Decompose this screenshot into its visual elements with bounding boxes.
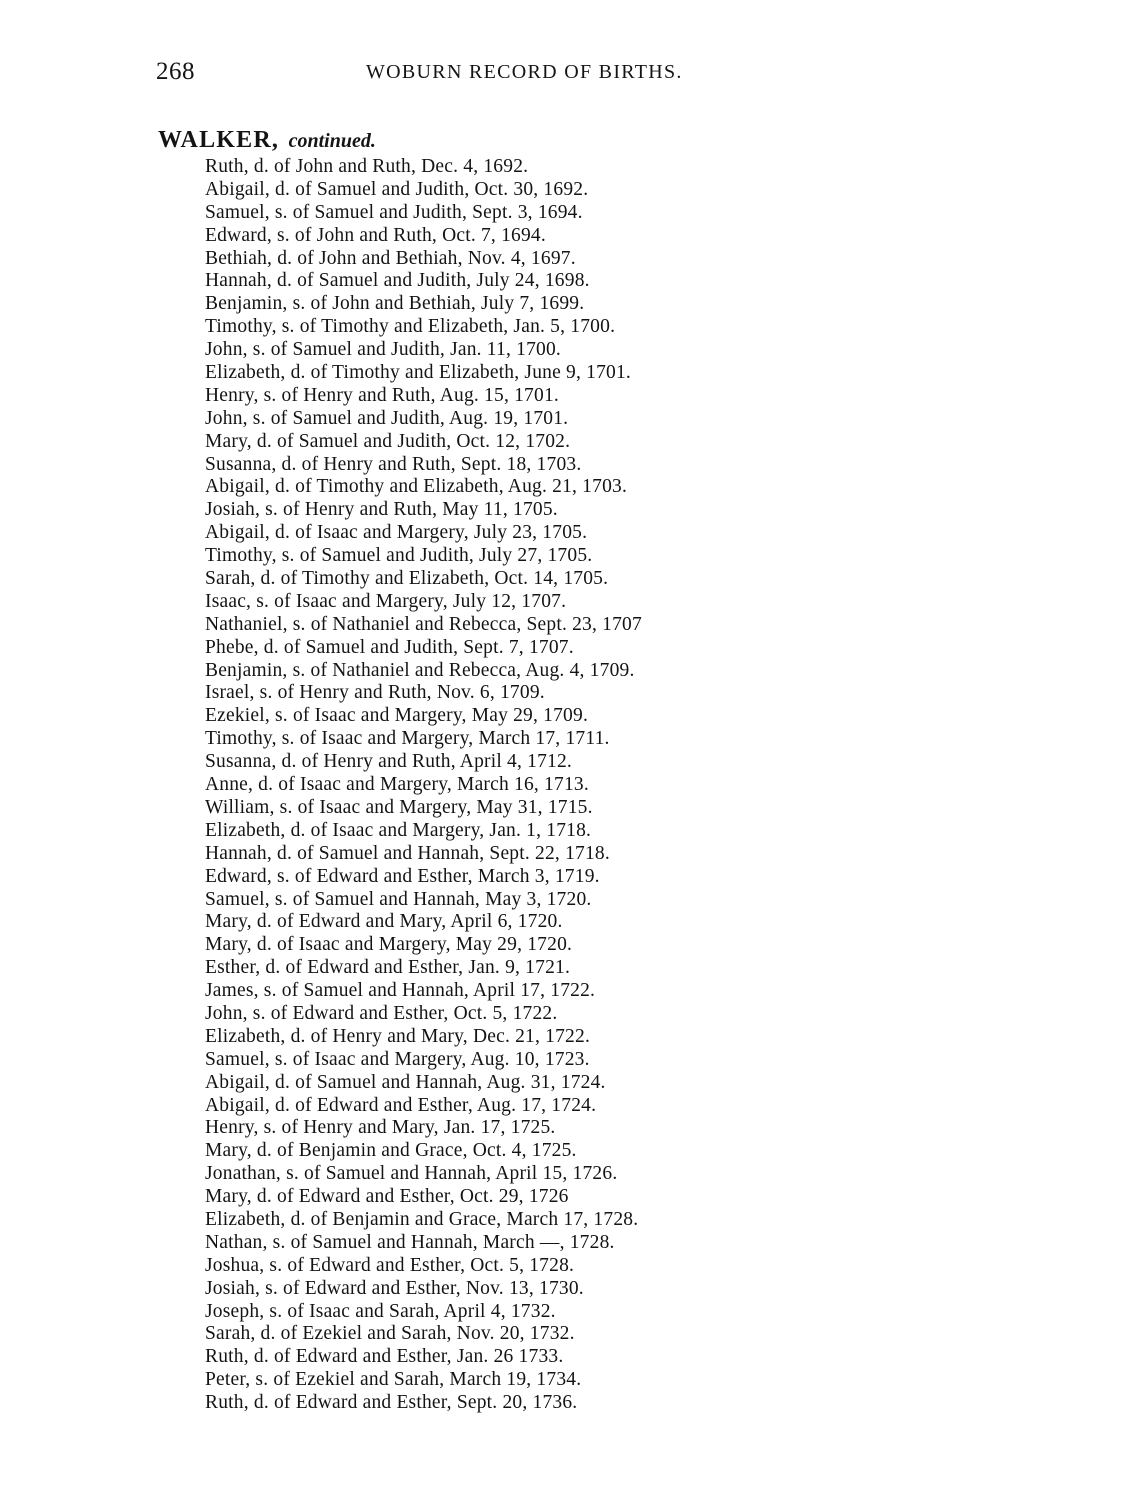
page-number: 268	[156, 58, 195, 85]
birth-record-entry: Ruth, d. of Edward and Esther, Jan. 26 1733.	[205, 1346, 564, 1368]
birth-record-entry: Esther, d. of Edward and Esther, Jan. 9, 1721.	[205, 957, 571, 979]
birth-record-entry: John, s. of Samuel and Judith, Jan. 11, 1700.	[205, 339, 562, 361]
section-heading	[158, 127, 376, 154]
continued-note: continued.	[288, 130, 376, 152]
birth-record-entry: Isaac, s. of Isaac and Margery, July 12, 1707.	[205, 590, 567, 612]
birth-record-entry: Bethiah, d. of John and Bethiah, Nov. 4, 1697.	[205, 247, 576, 269]
birth-record-entry: Phebe, d. of Samuel and Judith, Sept. 7, 1707.	[205, 636, 574, 658]
birth-record-entry: Joseph, s. of Isaac and Sarah, April 4, 1732.	[205, 1300, 556, 1322]
birth-record-list	[205, 156, 642, 1415]
birth-record-entry: Susanna, d. of Henry and Ruth, April 4, 1712.	[205, 751, 573, 773]
birth-record-entry: Sarah, d. of Ezekiel and Sarah, Nov. 20, 1732.	[205, 1323, 575, 1345]
birth-record-entry: John, s. of Samuel and Judith, Aug. 19, 1701.	[205, 407, 569, 429]
birth-record-entry: Elizabeth, d. of Benjamin and Grace, March 17, 1728.	[205, 1208, 639, 1230]
birth-record-entry: Elizabeth, d. of Isaac and Margery, Jan. 1, 1718.	[205, 819, 592, 841]
birth-record-entry: Abigail, d. of Edward and Esther, Aug. 17, 1724.	[205, 1094, 597, 1116]
birth-record-entry: Samuel, s. of Samuel and Judith, Sept. 3, 1694.	[205, 201, 583, 223]
birth-record-entry: Josiah, s. of Edward and Esther, Nov. 13, 1730.	[205, 1277, 584, 1299]
birth-record-entry: Benjamin, s. of Nathaniel and Rebecca, Aug. 4, 1709.	[205, 659, 635, 681]
birth-record-entry: Ruth, d. of John and Ruth, Dec. 4, 1692.	[205, 156, 529, 177]
running-title: WOBURN RECORD OF BIRTHS.	[366, 61, 683, 83]
birth-record-entry: Hannah, d. of Samuel and Hannah, Sept. 22, 1718.	[205, 842, 610, 864]
birth-record-entry: Edward, s. of John and Ruth, Oct. 7, 1694.	[205, 224, 546, 246]
birth-record-entry: Henry, s. of Henry and Ruth, Aug. 15, 1701.	[205, 384, 559, 406]
birth-record-entry: Nathan, s. of Samuel and Hannah, March —, 1728.	[205, 1231, 615, 1253]
birth-record-entry: Anne, d. of Isaac and Margery, March 16, 1713.	[205, 774, 589, 796]
birth-record-entry: Elizabeth, d. of Timothy and Elizabeth, June 9, 1701.	[205, 362, 632, 384]
birth-record-entry: Samuel, s. of Samuel and Hannah, May 3, 1720.	[205, 888, 592, 910]
birth-record-entry: Mary, d. of Edward and Esther, Oct. 29, 1726	[205, 1186, 569, 1208]
birth-record-entry: Joshua, s. of Edward and Esther, Oct. 5, 1728.	[205, 1254, 575, 1276]
birth-record-entry: Timothy, s. of Isaac and Margery, March 17, 1711.	[205, 728, 610, 750]
birth-record-entry: Mary, d. of Benjamin and Grace, Oct. 4, 1725.	[205, 1140, 577, 1162]
birth-record-entry: William, s. of Isaac and Margery, May 31, 1715.	[205, 796, 593, 818]
birth-record-entry: Ruth, d. of Edward and Esther, Sept. 20, 1736.	[205, 1392, 578, 1414]
birth-record-entry: Abigail, d. of Samuel and Hannah, Aug. 31, 1724.	[205, 1071, 606, 1093]
birth-record-entry: Nathaniel, s. of Nathaniel and Rebecca, Sept. 23, 1707	[205, 613, 642, 635]
birth-record-entry: Abigail, d. of Samuel and Judith, Oct. 30, 1692.	[205, 178, 589, 200]
birth-record-entry: Benjamin, s. of John and Bethiah, July 7, 1699.	[205, 293, 585, 315]
birth-record-entry: Jonathan, s. of Samuel and Hannah, April 15, 1726.	[205, 1163, 618, 1185]
birth-record-entry: Ezekiel, s. of Isaac and Margery, May 29, 1709.	[205, 705, 589, 727]
birth-record-entry: Timothy, s. of Samuel and Judith, July 27, 1705.	[205, 545, 593, 567]
birth-record-entry: Henry, s. of Henry and Mary, Jan. 17, 1725.	[205, 1117, 556, 1139]
birth-record-entry: Sarah, d. of Timothy and Elizabeth, Oct. 14, 1705.	[205, 568, 609, 590]
birth-record-entry: Samuel, s. of Isaac and Margery, Aug. 10, 1723.	[205, 1048, 590, 1070]
birth-record-entry: James, s. of Samuel and Hannah, April 17, 1722.	[205, 980, 596, 1002]
birth-record-entry: Abigail, d. of Timothy and Elizabeth, Aug. 21, 1703.	[205, 476, 628, 498]
birth-record-entry: Elizabeth, d. of Henry and Mary, Dec. 21, 1722.	[205, 1025, 591, 1047]
birth-record-entry: Josiah, s. of Henry and Ruth, May 11, 1705.	[205, 499, 558, 521]
birth-record-entry: Timothy, s. of Timothy and Elizabeth, Jan. 5, 1700.	[205, 316, 616, 338]
birth-record-entry: Peter, s. of Ezekiel and Sarah, March 19, 1734.	[205, 1369, 582, 1391]
birth-record-entry: Mary, d. of Edward and Mary, April 6, 1720.	[205, 911, 563, 933]
birth-record-entry: Mary, d. of Isaac and Margery, May 29, 1720.	[205, 934, 573, 956]
birth-record-entry: Mary, d. of Samuel and Judith, Oct. 12, 1702.	[205, 430, 571, 452]
birth-record-entry: Susanna, d. of Henry and Ruth, Sept. 18, 1703.	[205, 453, 582, 475]
birth-record-entry: Israel, s. of Henry and Ruth, Nov. 6, 1709.	[205, 682, 545, 704]
surname-heading: WALKER,	[158, 127, 280, 153]
birth-record-entry: Abigail, d. of Isaac and Margery, July 23, 1705.	[205, 522, 588, 544]
birth-record-entry: Hannah, d. of Samuel and Judith, July 24, 1698.	[205, 270, 590, 292]
birth-record-entry: Edward, s. of Edward and Esther, March 3, 1719.	[205, 865, 600, 887]
birth-record-entry: John, s. of Edward and Esther, Oct. 5, 1722.	[205, 1002, 558, 1024]
